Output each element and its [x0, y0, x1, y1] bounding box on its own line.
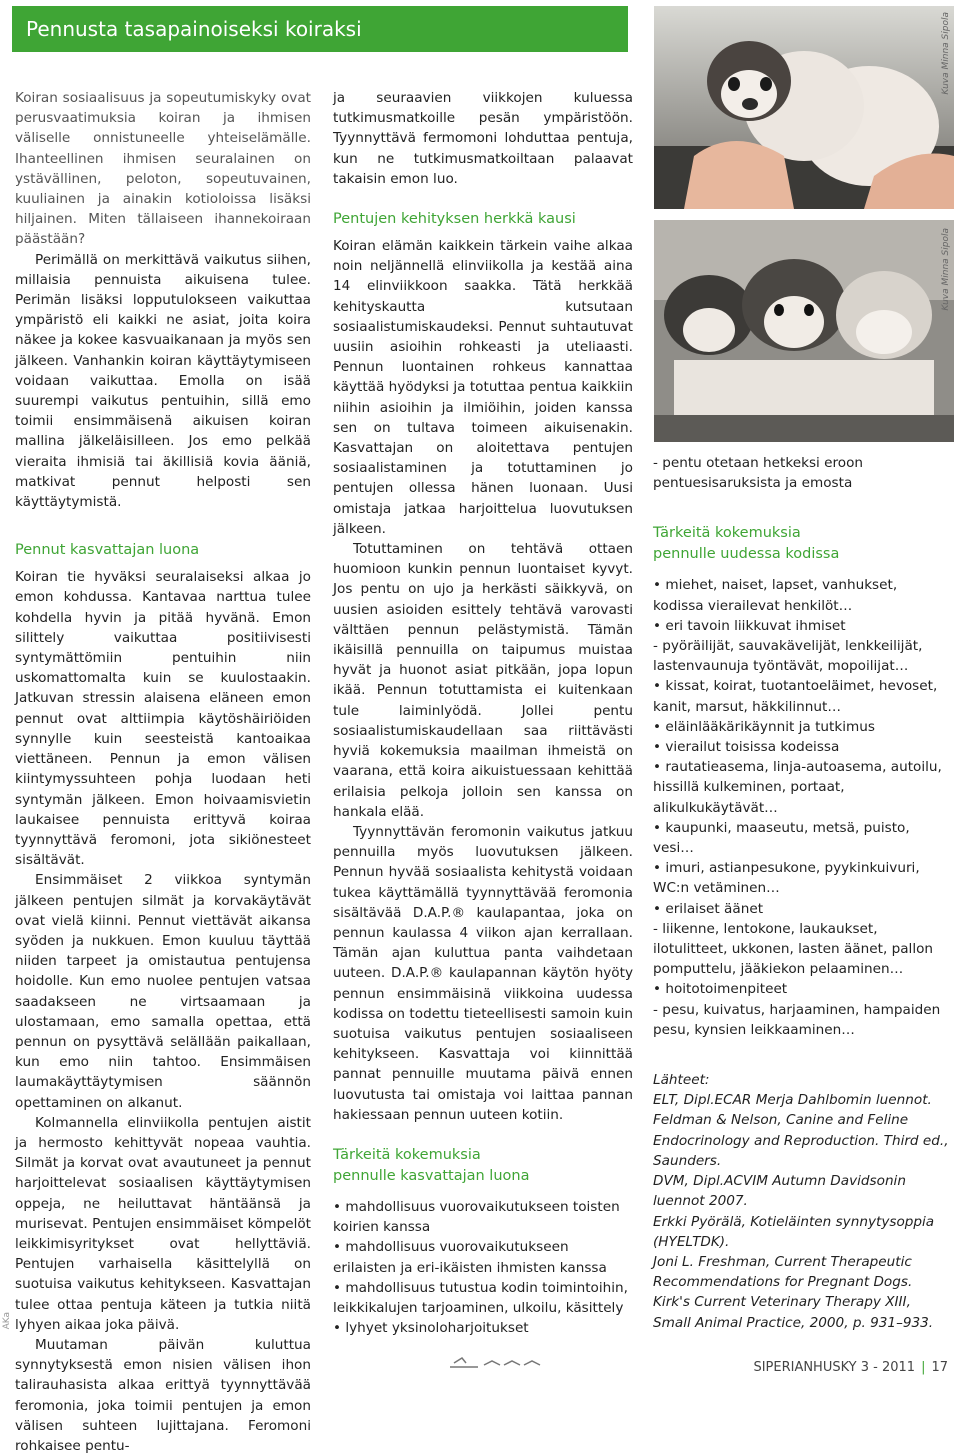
magazine-name: SIPERIANHUSKY 3 - 2011 [753, 1360, 916, 1375]
photo-credit: Kuva Minna Sipola [941, 12, 951, 95]
source-item: Joni L. Freshman, Current Therapeutic Recommendations for Pregnant Dogs. Kirk's Current Veterinary Therapy XIII, Small Animal Practice, 2000, p. 931–933. [653, 1253, 934, 1331]
paragraph: Tyynnyttävän feromonin vaikutus jatkuu pennuilla myös luovutuksen jälkeen. Pennun hyvää sosiaalista kehitystä voidaan tukea käyttämällä tyynnyttävää feromonia sisältävää D.A.P.® kaulapantaa, joka on pennun kaulassa 4 viikon ajan kerrallaan. Tämän ajan kuluttua panta vaihdetaan uuteen. D.A.P.® kaulapannan käytön hyöty pennun ensimmäisinä viikkoina uudessa kodissa on todettu tieteellisesti samoin kuin suotuisa vaikutus pentujen sosiaaliseen kehitykseen. Kasvattaja voi kiinnittää pannat pennuille muutama päivä ennen luovutusta tai omistaja voi laittaa pannan hakiessaan pennun uuteen kotiin. [333, 823, 633, 1123]
list-item: • imuri, astianpesukone, pyykinkuivuri, WC:n vetäminen… [653, 860, 920, 897]
title-banner [12, 6, 628, 52]
list-item: • lyhyet yksinoloharjoitukset [333, 1320, 529, 1337]
list-item: - pesu, kuivatus, harjaaminen, hampaiden pesu, kynsien leikkaaminen… [653, 1001, 941, 1038]
paragraph: Totuttaminen on tehtävä ottaen huomioon kunkin pennun luontaiset kyvyt. Jos pentu on ujo ja herkästi säikkyvä, on uusien asioiden esittely tehtävä varovasti välttäen pennun pelästymistä. Tämän ikäisillä pennuilla on taipumus muistaa hyvät ja huonot asiat pitkään, jopa lopun ikää. Pennun totuttamista ei kuitenkaan tule laiminlyödä. Jollei pentu sosiaalistumiskaudellaan saa riittävästi hyviä kokemuksia maailman ihmeistä on vaarana, että koira aikuistuessaan kehittää erilaisia pelkoja jolloin sen kanssa on hankala elää. [333, 541, 633, 820]
new-home-list [653, 575, 951, 1040]
list-item: • eläinlääkärikäynnit ja tutkimus [653, 718, 875, 735]
column-2 [333, 88, 633, 1338]
list-item: • eri tavoin liikkuvat ihmiset [653, 617, 846, 634]
page-footer [753, 1360, 948, 1375]
section-heading: pennulle kasvattajan luona [333, 1167, 530, 1184]
list-item: • vierailut toisissa kodeissa [653, 739, 840, 756]
dog-sled-icon [448, 1355, 548, 1369]
list-item: • mahdollisuus tutustua kodin toimintoihin, leikkikalujen tarjoaminen, ulkoilu, käsittely [333, 1279, 628, 1316]
source-item: ELT, Dipl.ECAR Merja Dahlbomin luennot. [653, 1092, 932, 1109]
paragraph: Koiran tie hyväksi seuralaiseksi alkaa jo emon kohdussa. Kantavaa narttua tulee kohdella hyvin ja pitää hyvänä. Emon silittely vaikuttaa positiivisesti syntymättömiin pentuihin niin uskomattomalta kuin se kuulostaakin. Jatkuvan stressin alaisena eläneen emon pennut ovat alttiimpia käytöshäiriöiden synnylle kuin seesteistä kantoaikaa viettäneen. Pennun ja emon välisen kiintymyssuhteen pohja luodaan heti syntymän jälkeen. Emon hoivaamisvietin laukaisee pennuista erittyvä koiraa tyynnyttävä feromoni, jota sikiönesteet sisältävät. [15, 569, 311, 869]
source-item: Erkki Pyörälä, Kotieläinten synnytysoppia (HYELTDK). [653, 1213, 935, 1250]
list-item: - liikenne, lentokone, laukaukset, ilotulitteet, ukkonen, lasten äänet, pallon pomputtelu, jääkiekon pelaaminen… [653, 920, 934, 978]
section-heading: Tärkeitä kokemuksia [333, 1146, 481, 1163]
list-item: • mahdollisuus vuorovaikutukseen toisten koirien kanssa [333, 1198, 620, 1236]
sources-title: Lähteet: [653, 1072, 710, 1089]
section-heading: pennulle uudessa kodissa [653, 546, 840, 563]
list-item: • kaupunki, maaseutu, metsä, puisto, vesi… [653, 819, 910, 857]
list-item: • mahdollisuus vuorovaikutukseen erilaisten ja eri-ikäisten ihmisten kanssa [333, 1239, 607, 1276]
source-item: DVM, Dipl.ACVIM Autumn Davidsonin luennot 2007. [653, 1173, 906, 1210]
section-heading: Pentujen kehityksen herkkä kausi [333, 211, 576, 228]
source-item: Feldman & Nelson, Canine and Feline Endocrinology and Reproduction. Third ed., Saunders. [653, 1112, 949, 1169]
experience-list [333, 1197, 633, 1338]
list-item: • miehet, naiset, lapset, vanhukset, kodissa vierailevat henkilöt… [653, 577, 898, 614]
paragraph: Ensimmäiset 2 viikkoa syntymän jälkeen pentujen silmät ja korvakäytävät ovat vielä kiinni. Pennut viettävät aikansa syöden ja nukkuen. Emon kuuluu täyttää niiden tarpeet ja omistautua pentujensa hoidolle. Kun emo nuolee pentujen vatsaa saadakseen ne virtsaamaan ja ulostamaan, emo samalla opettaa, että pennun on pysyttävä selällään paikallaan, kun emo niin tahtoo. Ensimmäisen laumakäyttäytymisen säännön opettaminen on alkanut. [15, 872, 311, 1111]
paragraph: ja seuraavien viikkojen kuluessa tutkimusmatkoille pesän ympäristöön. Tyynnyttävä fermomoni lohduttaa pentuja, kun ne tutkimusmatkoiltaan palaavat takaisin emon luo. [333, 90, 633, 187]
sources [653, 1070, 951, 1333]
puppy-photo-top [654, 6, 954, 209]
photo-credit: Kuva Minna Sipola [941, 228, 951, 311]
author-tag: AKa [2, 1312, 12, 1330]
list-item: • hoitotoimenpiteet [653, 981, 788, 998]
list-item: • erilaiset äänet [653, 900, 764, 917]
paragraph: Koiran elämän kaikkein tärkein vaihe alkaa noin neljännellä elinviikolla ja kestää aina 14 elinviikkoon saakka. Tätä herkkää kehityskautta kutsutaan sosiaalistumiskaudeksi. Pennut suhtautuvat uusiin asioihin rohkeasti ja uteliaasti. Pennun luontainen rohkeus kannattaa käyttää hyödyksi ja totuttaa pentua kaikkiin niihin asioihin ja ilmiöihin, joiden kanssa sen on tultava toimeen aikuisenakin. Kasvattajan on aloitettava pentujen sosiaalistaminen ja totuttaminen jo pentujen ollessa hänen luonaan. Uusi omistaja jatkaa harjoittelua luovutuksen jälkeen. [333, 238, 633, 537]
puppies-photo [654, 220, 954, 442]
section-heading: Pennut kasvattajan luona [15, 542, 200, 559]
page-number: 17 [931, 1360, 948, 1375]
list-item: • rautatieasema, linja-autoasema, autoilu, hissillä kulkeminen, portaat, alikulkukäytävät… [653, 759, 942, 816]
paragraph: Muutaman päivän kuluttua synnytyksestä emon nisien välisen ihon talirauhasista alkaa erittyä tyynnyttävää feromonia, joka toimii pentujen ja emon välisen suhteen lujittajana. Feromoni rohkaisee pentu- [15, 1336, 311, 1454]
paragraph: - pentu otetaan hetkeksi eroon pentuesisaruksista ja emosta [653, 455, 864, 492]
paragraph: Kolmannella elinviikolla pentujen aistit ja hermosto kehittyvät nopeaa vauhtia. Silmät ja korvat ovat avautuneet ja pennut harjoittelevat sosiaalisen käyttäytymisen oppeja, ne heiluttavat häntäänsä ja murisevat. Pentujen ensimmäiset kömpelöt leikkimisyritykset ovat hellyttäviä. Pentujen varhaisella käsittelyllä on suotuisa vaikutus kehitykseen. Kasvattajan tulee ottaa pentuja käteen ja tutkia niitä lyhyen aikaa joka päivä. [15, 1114, 311, 1333]
section-heading: Tärkeitä kokemuksia [653, 525, 801, 542]
intro-paragraph: Koiran sosiaalisuus ja sopeutumiskyky ovat perusvaatimuksia koiran ja ihmisen väliselle onnistuneelle yhteiselämälle. Ihanteellinen ihmisen seuralainen on ystävällinen, peloton, sopeutuvainen, kuuliainen ja ainakin kotioloissa lisäksi hiljainen. Miten tällaiseen ihannekoiraan päästään? [15, 90, 311, 248]
column-3 [653, 453, 951, 1333]
page-title: Pennusta tasapainoiseksi koiraksi [26, 17, 362, 41]
list-item: - pyöräilijät, sauvakävelijät, lenkkeilijät, lastenvaunuja työntävät, mopoilijat… [653, 638, 923, 675]
footer-separator: | [921, 1360, 926, 1375]
paragraph: Perimällä on merkittävä vaikutus siihen, millaisia pennuista aikuisena tulee. Perimän lisäksi lopputulokseen vaikuttaa ympäristö eli kaikki ne asiat, joita koira näkee ja kokee kasvuaikanaan ja myös sen jälkeen. Vanhankin koiran käyttäytymiseen voidaan vaikuttaa. Emolla on isää suurempi vaikutus pentuihin, sillä emo toimii ensimmäisenä aikuisen koiran mallina jälkeläisilleen. Jos emo pelkää vieraita ihmisiä tai äkillisiä kovia ääniä, matkivat pennut helposti sen käyttäytymistä. [15, 251, 311, 511]
list-item: • kissat, koirat, tuotantoeläimet, hevoset, kanit, marsut, häkkilinnut… [653, 678, 938, 715]
column-1 [15, 88, 311, 1456]
